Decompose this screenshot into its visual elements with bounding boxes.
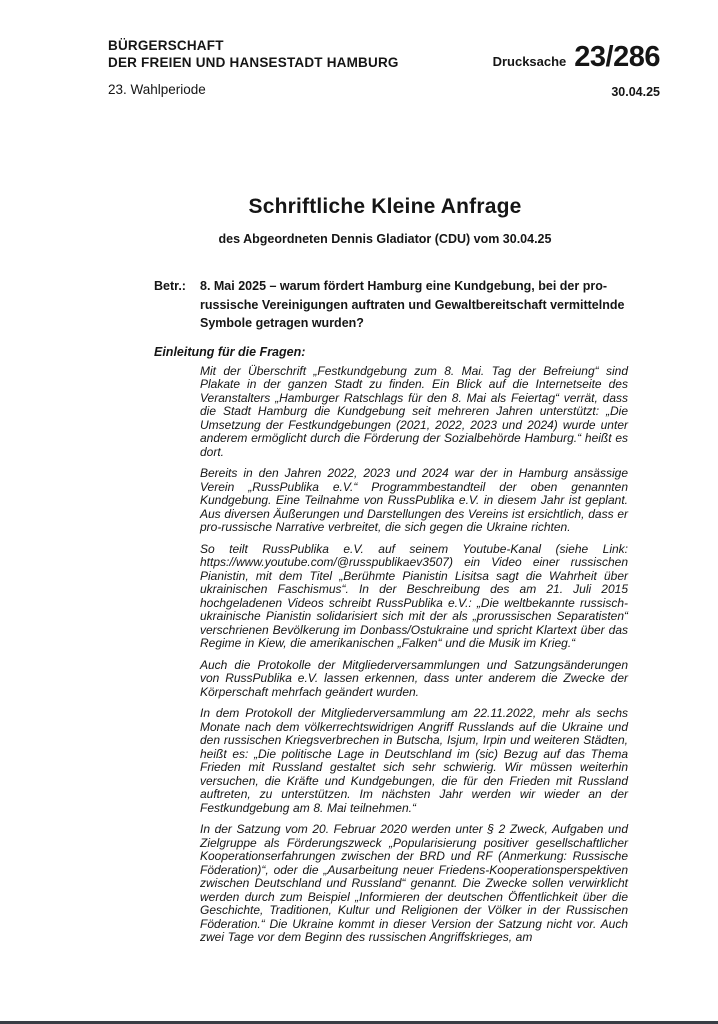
intro-heading: Einleitung für die Fragen:: [154, 344, 306, 359]
intro-paragraph-2: Bereits in den Jahren 2022, 2023 und 2024 war der in Hamburg ansässige Verein „RussPublika e.V.“ Programmbestandteil der oben genannten Kundgebung. Eine Teilnahme von RussPublika e.V. in diesem Jahr ist geplant. Aus diversen Äußerungen und Darstellungen des Vereins ist ersichtlich, dass er pro-russische Narrative verbreitet, die sich gegen die Ukraine richten.: [200, 466, 628, 534]
legislature-period: 23. Wahlperiode: [108, 82, 206, 97]
subject-section: [154, 277, 628, 333]
subject-text: 8. Mai 2025 – warum fördert Hamburg eine Kundgebung, bei der pro-russische Vereinigungen auftraten und Gewaltbereitschaft vermittelnde Symbole getragen wurden?: [200, 279, 625, 330]
org-name-line2: DER FREIEN UND HANSESTADT HAMBURG: [108, 55, 399, 70]
intro-paragraph-3: So teilt RussPublika e.V. auf seinem Youtube-Kanal (siehe Link: https://www.youtube.com/@russpublikaev3507) ein Video einer russischen Pianistin, mit dem Titel „Berühmte Pianistin Lisitsa sagt die Wahrheit über ukrainischen Faschismus“. In der Beschreibung des am 21. Juli 2015 hochgeladenen Videos schreibt RussPublika e.V.: „Die weltbekannte russisch-ukrainische Pianistin solidarisiert sich mit der als „prorussischen Separatisten“ verschrienen Bevölkerung im Donbass/Ostukraine und spricht Klartext über das Regime in Kiew, die amerikanischen „Falken“ und die Musik im Krieg.“: [200, 541, 628, 650]
document-header: [0, 0, 718, 99]
drucksache-line: [493, 43, 660, 72]
page-title: Schriftliche Kleine Anfrage: [248, 195, 522, 218]
drucksache-label: Drucksache: [492, 54, 567, 69]
intro-paragraph-1: Mit der Überschrift „Festkundgebung zum 8. Mai. Tag der Befreiung“ sind Plakate in der ganzen Stadt zu finden. Ein Blick auf die Internetseite des Veranstalters „Hamburger Ratschlags für den 8. Mai als Feiertag“ verrät, dass die Stadt Hamburg die Kundgebung seit mehreren Jahren unterstützt: „Die Umsetzung der Festkundgebungen (2021, 2022, 2023 und 2024) wurde unter anderem ermöglicht durch die Förderung der Sozialbehörde Hamburg.“ heißt es dort.: [200, 363, 628, 459]
header-org-block: [108, 37, 399, 97]
intro-paragraph-6: In der Satzung vom 20. Februar 2020 werden unter § 2 Zweck, Aufgaben und Zielgruppe als Förderungszweck „Popularisierung positiver gesellschaftlicher Kooperationserfahrungen zwischen der BRD und RF (Anmerkung: Russische Föderation)“, oder die „Ausarbeitung neuer Friedens-Kooperationsperspektiven zwischen Deutschland und Russland“ genannt. Die Zwecke sollen verwirklicht werden durch zum Beispiel „Informieren der deutschen Öffentlichkeit über die Geschichte, Traditionen, Kultur und Religionen der Völker in der Russischen Föderation.“ Die Ukraine kommt in dieser Version der Satzung nicht vor. Auch zwei Tage vor dem Beginn des russischen Angriffskrieges, am: [200, 822, 628, 944]
subject-label: Betr.:: [154, 279, 186, 293]
introduction-body: [200, 365, 628, 945]
intro-paragraph-5: In dem Protokoll der Mitgliederversammlung am 22.11.2022, mehr als sechs Monate nach dem völkerrechtswidrigen Angriff Russlands auf die Ukraine und den russischen Kriegsverbrechen in Butscha, Isjum, Irpin und weiteren Städten, heißt es: „Die politische Lage in Deutschland im (sic) Bezug auf das Thema Frieden mit Russland gestaltet sich sehr schwierig. Wir müssen weiterhin versuchen, die Kräfte und Kundgebungen, die für den Frieden mit Russland auftreten, zu unterstützen. Im nächsten Jahr werden wir wieder an der Festkundgebung am 8. Mai teilnehmen.“: [200, 706, 628, 815]
intro-paragraph-4: Auch die Protokolle der Mitgliederversammlungen und Satzungsänderungen von RussPublika e.V. lassen erkennen, dass unter anderem die Zwecke der Körperschaft mehrfach geändert wurden.: [200, 657, 628, 699]
drucksache-number: 23/286: [574, 41, 660, 73]
document-date: 30.04.25: [611, 85, 660, 99]
title-block: [142, 195, 628, 246]
header-doc-block: [493, 43, 660, 99]
document-subtitle: des Abgeordneten Dennis Gladiator (CDU) vom 30.04.25: [218, 232, 552, 246]
org-name-line1: BÜRGERSCHAFT: [108, 38, 224, 53]
